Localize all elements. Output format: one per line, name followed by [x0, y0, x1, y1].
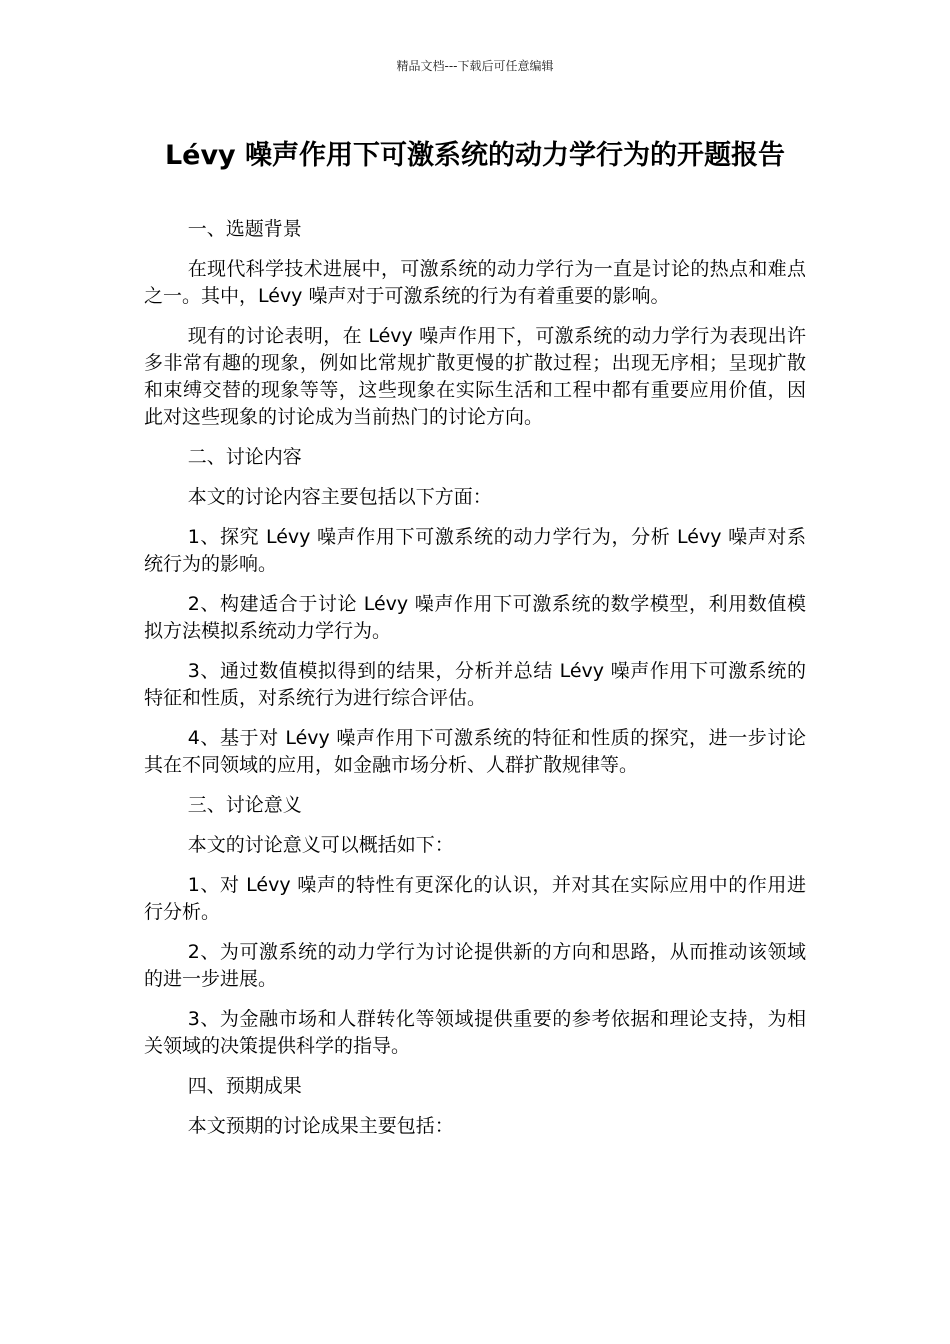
- list-item: 1、探究 Lévy 噪声作用下可激系统的动力学行为，分析 Lévy 噪声对系统行为的影响。: [144, 526, 806, 575]
- paragraph: 现有的讨论表明，在 Lévy 噪声作用下，可激系统的动力学行为表现出许多非常有趣的现象，例如比常规扩散更慢的扩散过程；出现无序相；呈现扩散和束缚交替的现象等等，这些现象在实际生活和工程中都有重要应用价值，因此对这些现象的讨论成为当前热门的讨论方向。: [144, 325, 806, 428]
- list-item: 1、对 Lévy 噪声的特性有更深化的认识，并对其在实际应用中的作用进行分析。: [144, 874, 806, 923]
- document-body: [144, 216, 806, 1153]
- section-heading-expected-results: 四、预期成果: [187, 1075, 302, 1097]
- document-title: Lévy 噪声作用下可激系统的动力学行为的开题报告: [164, 140, 786, 171]
- list-item: 2、为可激系统的动力学行为讨论提供新的方向和思路，从而推动该领域的进一步进展。: [144, 941, 806, 990]
- paragraph: 本文的讨论意义可以概括如下：: [187, 834, 454, 856]
- section-heading-significance: 三、讨论意义: [187, 794, 302, 816]
- section-heading-content: 二、讨论内容: [187, 446, 302, 468]
- paragraph: 本文的讨论内容主要包括以下方面：: [187, 486, 492, 508]
- page-header-note: 精品文档---下载后可任意编辑: [396, 59, 554, 73]
- paragraph: 本文预期的讨论成果主要包括：: [187, 1115, 454, 1137]
- section-heading-background: 一、选题背景: [187, 218, 302, 240]
- list-item: 2、构建适合于讨论 Lévy 噪声作用下可激系统的数学模型，利用数值模拟方法模拟系统动力学行为。: [144, 593, 806, 642]
- list-item: 3、为金融市场和人群转化等领域提供重要的参考依据和理论支持，为相关领域的决策提供科学的指导。: [144, 1008, 806, 1057]
- list-item: 4、基于对 Lévy 噪声作用下可激系统的特征和性质的探究，进一步讨论其在不同领域的应用，如金融市场分析、人群扩散规律等。: [144, 727, 806, 776]
- paragraph: 在现代科学技术进展中，可激系统的动力学行为一直是讨论的热点和难点之一。其中，Lévy 噪声对于可激系统的行为有着重要的影响。: [144, 258, 806, 307]
- list-item: 3、通过数值模拟得到的结果，分析并总结 Lévy 噪声作用下可激系统的特征和性质，对系统行为进行综合评估。: [144, 660, 806, 709]
